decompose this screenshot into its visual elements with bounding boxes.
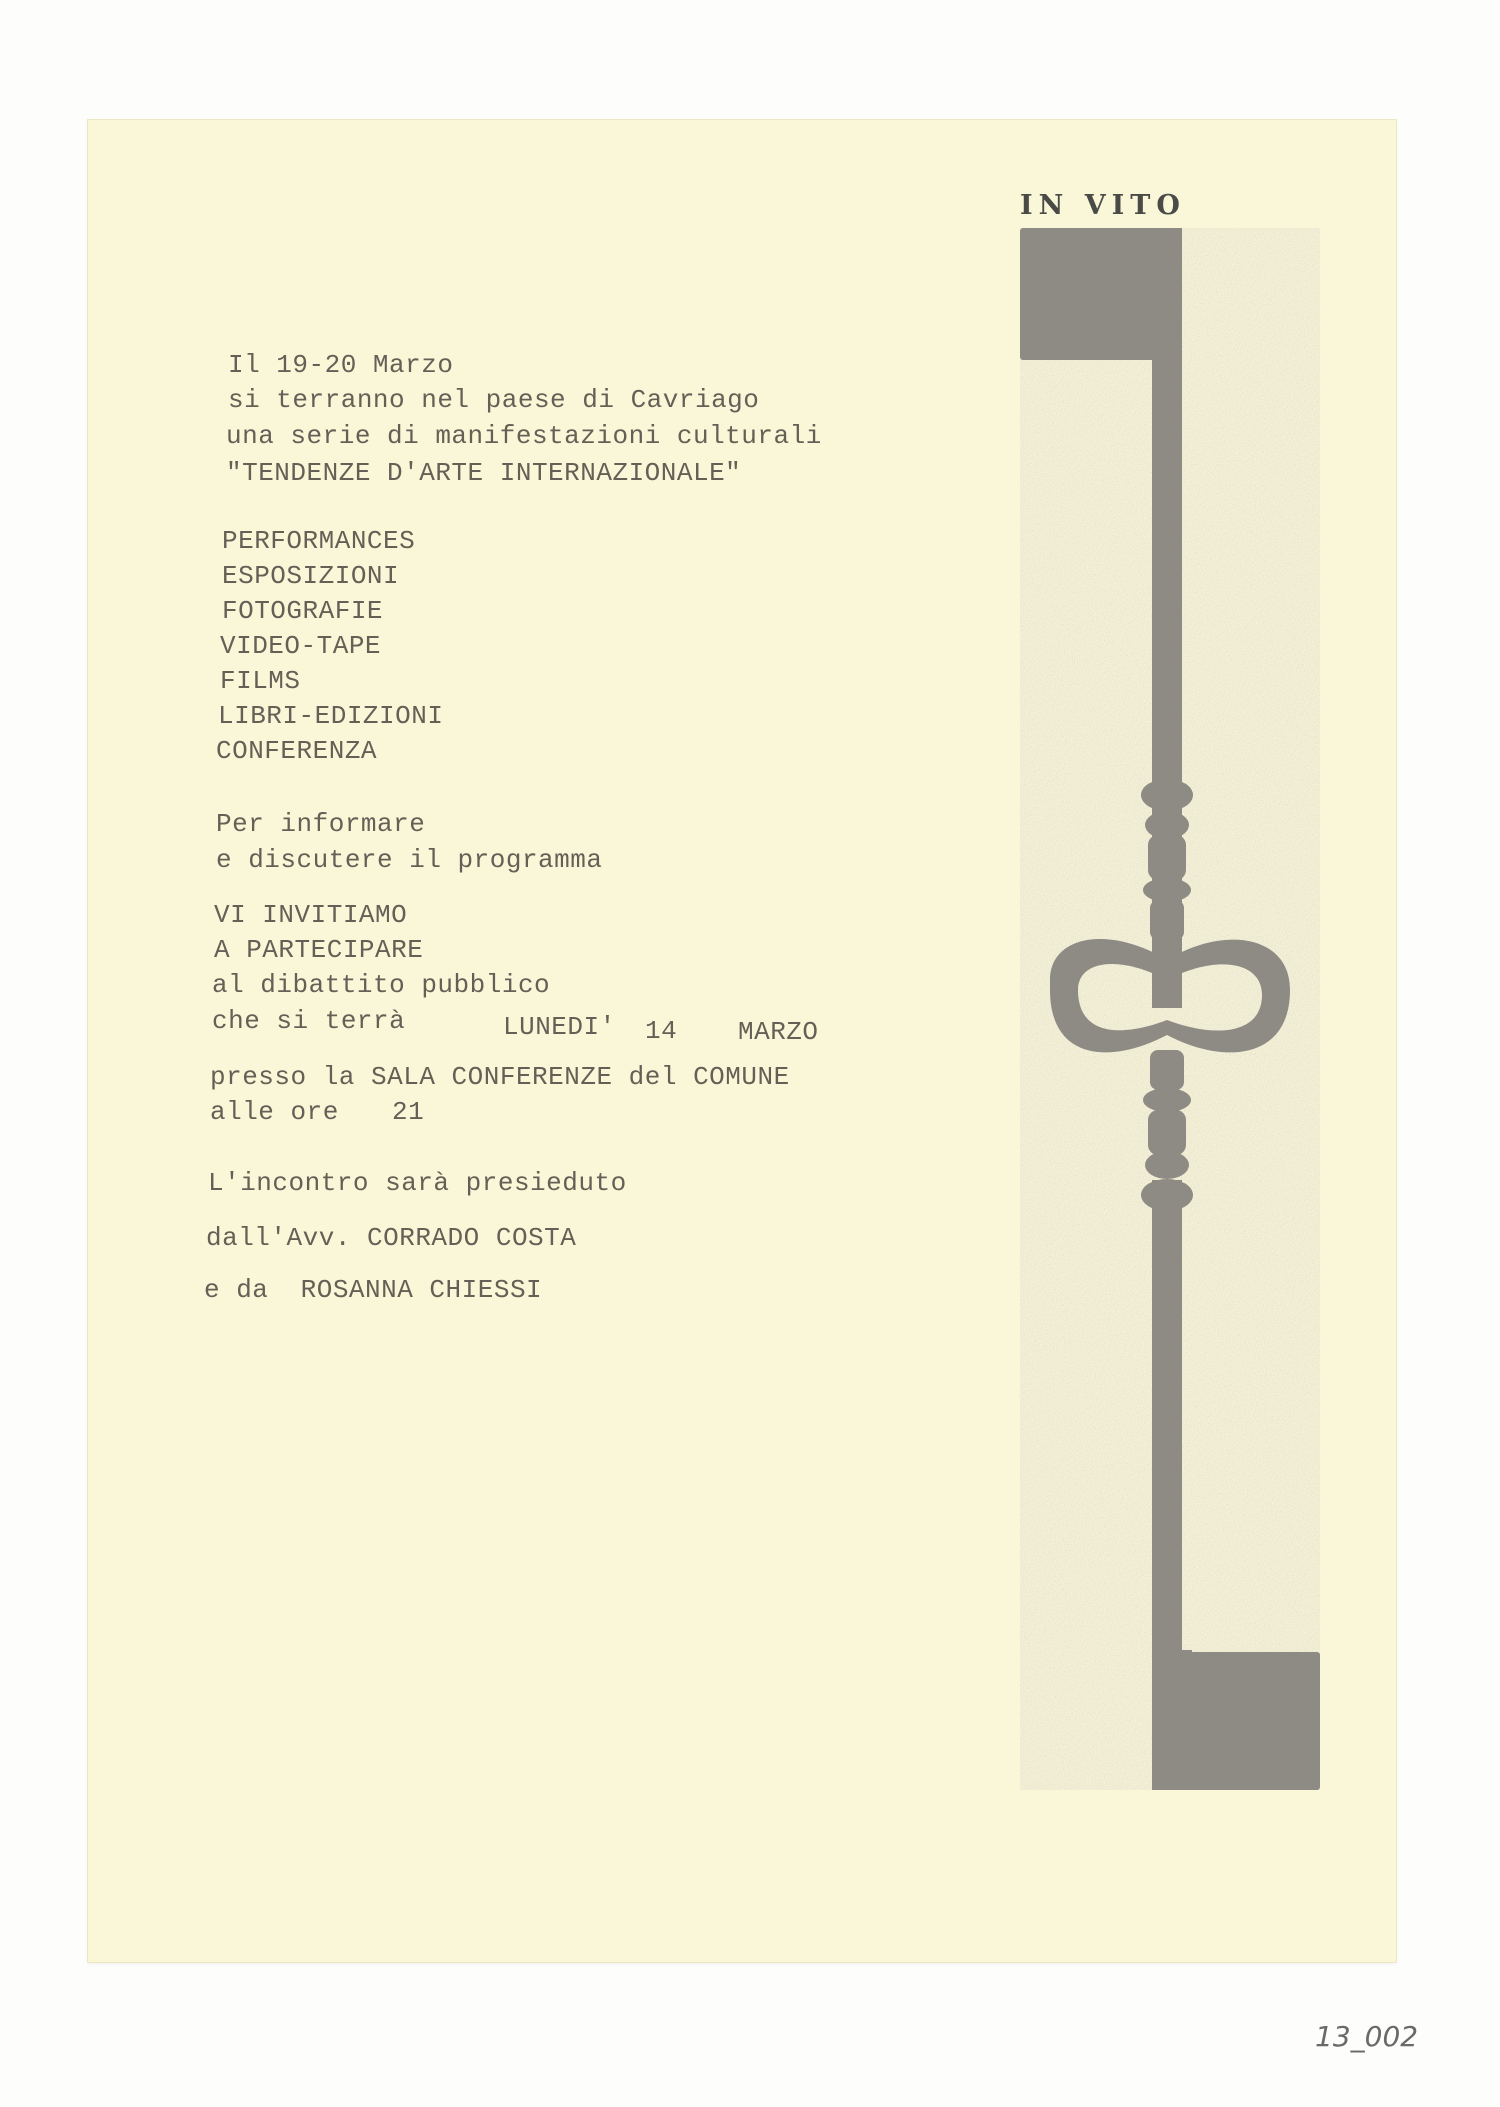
program-item: VIDEO-TAPE bbox=[220, 631, 382, 661]
invito-heading: IN VITO bbox=[1020, 190, 1186, 221]
intro-line-3: una serie di manifestazioni culturali bbox=[226, 421, 822, 451]
program-item: FILMS bbox=[220, 666, 301, 696]
invitation-line-1: VI INVITIAMO bbox=[214, 900, 408, 930]
purpose-line-2: e discutere il programma bbox=[216, 845, 603, 875]
program-item: ESPOSIZIONI bbox=[222, 561, 400, 591]
venue-line-2-prefix: alle ore bbox=[210, 1097, 339, 1127]
presiding-line-3: e da ROSANNA CHIESSI bbox=[204, 1275, 543, 1305]
meeting-date: 14 bbox=[645, 1016, 678, 1046]
intro-line-1: Il 19-20 Marzo bbox=[228, 350, 454, 380]
program-item: PERFORMANCES bbox=[222, 526, 416, 556]
invitation-line-4-prefix: che si terrà bbox=[212, 1006, 406, 1036]
purpose-line-1: Per informare bbox=[216, 809, 426, 839]
key-illustration bbox=[1010, 220, 1340, 1800]
meeting-month: MARZO bbox=[738, 1017, 819, 1047]
presiding-line-2: dall'Avv. CORRADO COSTA bbox=[206, 1223, 577, 1253]
meeting-day: LUNEDI' bbox=[503, 1012, 616, 1042]
catalog-number: 13_002 bbox=[1315, 2020, 1419, 2053]
program-item: LIBRI-EDIZIONI bbox=[218, 701, 444, 731]
program-item: FOTOGRAFIE bbox=[222, 596, 384, 626]
invitation-line-2: A PARTECIPARE bbox=[214, 935, 424, 965]
intro-line-2: si terranno nel paese di Cavriago bbox=[228, 385, 760, 415]
presiding-line-1: L'incontro sarà presieduto bbox=[208, 1168, 627, 1198]
intro-line-4: "TENDENZE D'ARTE INTERNAZIONALE" bbox=[226, 458, 742, 488]
meeting-time: 21 bbox=[392, 1097, 425, 1127]
program-item: CONFERENZA bbox=[216, 736, 378, 766]
venue-line-1: presso la SALA CONFERENZE del COMUNE bbox=[210, 1062, 790, 1092]
invitation-line-3: al dibattito pubblico bbox=[212, 970, 551, 1000]
